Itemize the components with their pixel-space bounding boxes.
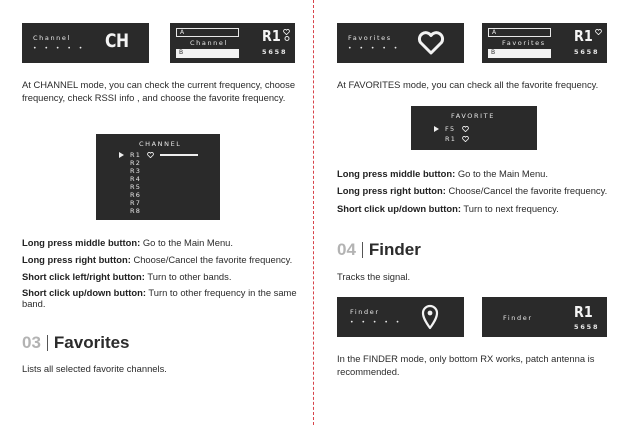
favorites-instruction: Long press right button: Choose/Cancel the favorite frequency. bbox=[337, 185, 608, 196]
finder-mode-dots: • • • • • bbox=[350, 319, 403, 326]
finder-mode-outro: In the FINDER mode, only bottom RX works, patch antenna is recommended. bbox=[337, 353, 595, 377]
section-name: Favorites bbox=[53, 333, 130, 352]
heart-outline-icon bbox=[462, 136, 469, 142]
finder-section-text: Tracks the signal. bbox=[337, 271, 411, 282]
channel-menu-title: CHANNEL bbox=[139, 140, 182, 148]
favorites-mode-label: Favorites bbox=[348, 34, 392, 42]
location-pin-icon bbox=[421, 304, 439, 330]
channel-mode-big-text: CH bbox=[105, 30, 129, 52]
favorites-mode-intro: At FAVORITES mode, you can check all the favorite frequency. bbox=[337, 79, 599, 90]
section-heading-favorites bbox=[22, 333, 130, 353]
heart-outline-icon bbox=[283, 29, 290, 35]
channel-instruction: Long press right button: Choose/Cancel the favorite frequency. bbox=[22, 254, 293, 265]
channel-menu-item: R3 bbox=[130, 167, 142, 175]
channel-detail-label: Channel bbox=[190, 39, 228, 47]
heart-outline-icon bbox=[147, 152, 154, 158]
favorites-detail-box-a: A bbox=[488, 28, 551, 37]
menu-pointer-icon bbox=[434, 126, 439, 132]
channel-mode-screen bbox=[22, 23, 149, 63]
favorites-mode-screen bbox=[337, 23, 464, 63]
channel-instruction: Long press middle button: Go to the Main Menu. bbox=[22, 237, 233, 248]
favorites-detail-box-b: B bbox=[488, 49, 551, 58]
channel-menu-item: R7 bbox=[130, 199, 142, 207]
section-separator bbox=[47, 335, 48, 351]
favorites-section-text: Lists all selected favorite channels. bbox=[22, 363, 167, 374]
heart-outline-icon bbox=[462, 126, 469, 132]
section-number: 04 bbox=[337, 240, 356, 259]
channel-menu-item: R1 bbox=[130, 151, 142, 159]
page-divider bbox=[313, 0, 314, 425]
channel-detail-frequency: 5658 bbox=[262, 48, 288, 56]
finder-detail-label: Finder bbox=[503, 314, 533, 322]
favorite-menu-item: R1 bbox=[445, 135, 457, 143]
finder-detail-frequency: 5658 bbox=[574, 323, 600, 331]
favorites-detail-channel: R1 bbox=[574, 27, 593, 45]
favorite-menu-title: FAVORITE bbox=[451, 112, 495, 120]
channel-mode-label: Channel bbox=[33, 34, 71, 42]
favorites-detail-label: Favorites bbox=[502, 39, 546, 47]
menu-pointer-icon bbox=[119, 152, 124, 158]
channel-instruction: Short click up/down button: Turn to other frequency in the same band. bbox=[22, 287, 297, 309]
favorites-instruction: Long press middle button: Go to the Main Menu. bbox=[337, 168, 548, 179]
favorites-mode-dots: • • • • • bbox=[348, 45, 401, 52]
channel-detail-channel: R1 bbox=[262, 27, 281, 45]
channel-detail-screen bbox=[170, 23, 295, 63]
finder-mode-label: Finder bbox=[350, 308, 380, 316]
favorites-instruction: Short click up/down button: Turn to next frequency. bbox=[337, 203, 559, 214]
channel-mode-intro: At CHANNEL mode, you can check the current frequency, choose frequency, check RSSI info , and choose the favorite frequency. bbox=[22, 79, 296, 103]
rssi-bar bbox=[160, 154, 198, 156]
heart-outline-icon bbox=[595, 29, 602, 35]
favorites-detail-screen bbox=[482, 23, 607, 63]
section-number: 03 bbox=[22, 333, 41, 352]
favorite-menu-screen bbox=[411, 106, 537, 150]
heart-outline-icon bbox=[417, 31, 445, 55]
finder-detail-channel: R1 bbox=[574, 303, 593, 321]
channel-menu-item: R2 bbox=[130, 159, 142, 167]
finder-mode-screen bbox=[337, 297, 464, 337]
channel-menu-item: R4 bbox=[130, 175, 142, 183]
signal-icon bbox=[284, 36, 290, 41]
channel-mode-dots: • • • • • bbox=[33, 45, 86, 52]
finder-detail-screen bbox=[482, 297, 607, 337]
favorites-detail-frequency: 5658 bbox=[574, 48, 600, 56]
channel-instruction: Short click left/right button: Turn to other bands. bbox=[22, 271, 232, 282]
favorite-menu-item: F5 bbox=[445, 125, 456, 133]
channel-menu-item: R5 bbox=[130, 183, 142, 191]
channel-menu-item: R6 bbox=[130, 191, 142, 199]
section-heading-finder bbox=[337, 240, 421, 260]
section-separator bbox=[362, 242, 363, 258]
channel-menu-screen bbox=[96, 134, 220, 220]
section-name: Finder bbox=[368, 240, 421, 259]
channel-detail-box-a: A bbox=[176, 28, 239, 37]
channel-menu-item: R8 bbox=[130, 207, 142, 215]
channel-detail-box-b: B bbox=[176, 49, 239, 58]
